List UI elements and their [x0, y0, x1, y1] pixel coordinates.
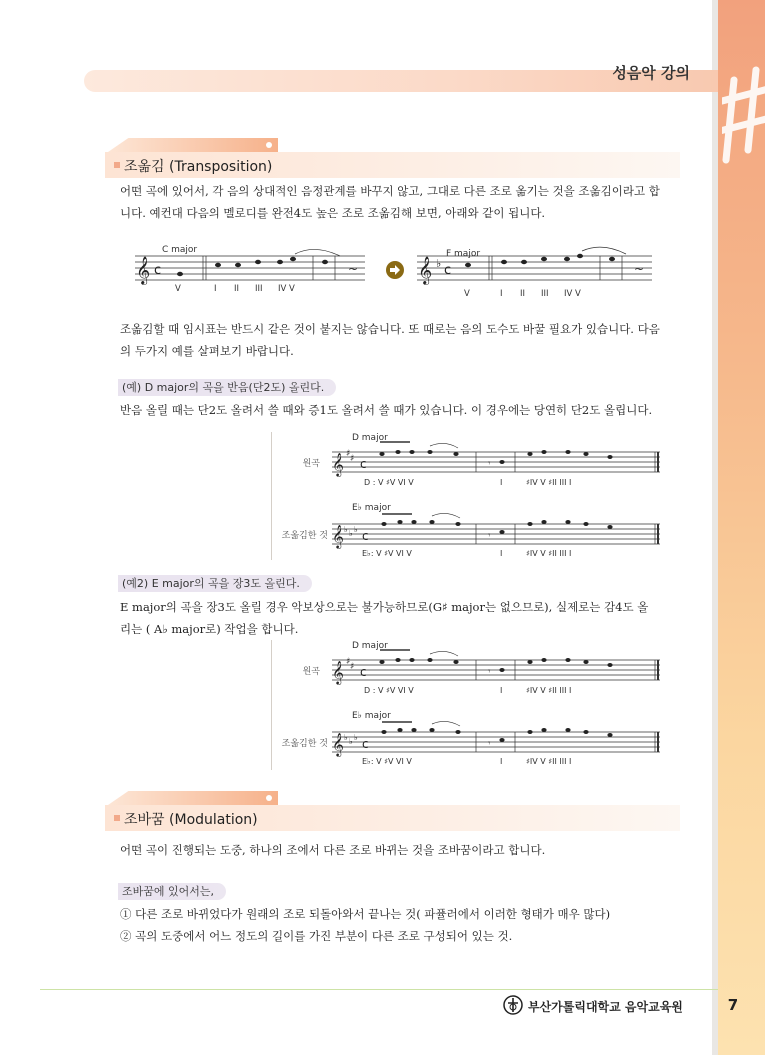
list-item: ② 곡의 도중에서 어느 정도의 길이를 가진 부분이 다른 조로 구성되어 있는 것. [120, 929, 513, 943]
svg-text:𝄾: 𝄾 [488, 667, 491, 677]
svg-text:𝄾: 𝄾 [488, 459, 491, 469]
svg-text:♯: ♯ [346, 657, 351, 667]
key-label-eflat-major: E♭ major [352, 711, 391, 721]
page-header-title: 성음악 강의 [612, 64, 690, 82]
intro-paragraph [120, 180, 680, 224]
section-title-transposition: 조옮김 (Transposition) [124, 159, 273, 175]
svg-text:c: c [360, 665, 367, 679]
degree-row: I [500, 757, 503, 766]
degree-label: V [464, 289, 470, 299]
section-tab-decoration [108, 791, 278, 805]
degree-label: I [500, 289, 503, 299]
degree-row: I [500, 686, 503, 695]
example-1-label: (예) D major의 곡을 반음(단2도) 올린다. [118, 379, 336, 396]
accidental-line-1: 조옮김할 때 임시표는 반드시 같은 것이 붙지는 않습니다. 또 때로는 음의 도수도 바꿀 필요가 있습니다. 다음 [120, 322, 660, 336]
svg-text:♭: ♭ [349, 737, 353, 746]
svg-text:𝄞: 𝄞 [332, 524, 344, 548]
university-logo-icon [503, 995, 523, 1015]
score-example1-original [280, 430, 680, 494]
example-2-line-1: E major의 곡을 장3도 올릴 경우 악보상으로는 불가능하므로(G♯ major는 없으므로), 실제로는 감4도 올 [120, 600, 649, 614]
degree-label: IV V [278, 284, 295, 294]
degree-row: ♯IV V ♯II III I [526, 478, 572, 487]
section-bullet [114, 162, 120, 168]
svg-text:𝄞: 𝄞 [332, 452, 344, 476]
example-2-line-2: 리는 ( A♭ major로) 작업을 합니다. [120, 622, 299, 636]
degree-row: I [500, 478, 503, 487]
svg-text:♭: ♭ [349, 529, 353, 538]
svg-text:𝄾: 𝄾 [488, 739, 491, 749]
section-tab-decoration [108, 138, 278, 152]
degree-label: II [520, 289, 526, 299]
degree-row: E♭: V ♯V VI V [362, 757, 412, 766]
section-bullet [114, 815, 120, 821]
score-key-label-f: F major [446, 249, 481, 259]
svg-text:c: c [362, 737, 369, 751]
svg-text:𝄾: 𝄾 [488, 531, 491, 541]
row-label-original: 원곡 [302, 459, 320, 469]
svg-text:𝄞: 𝄞 [332, 660, 344, 684]
score-f-major [412, 240, 667, 300]
accidental-line-2: 의 두가지 예를 살펴보기 바랍니다. [120, 344, 294, 358]
degree-row: D : V ♯V VI V [364, 686, 414, 695]
svg-text:𝄞: 𝄞 [332, 732, 344, 756]
svg-text:~: ~ [634, 262, 645, 276]
svg-text:♭: ♭ [354, 525, 358, 534]
degree-label: II [234, 284, 240, 294]
svg-text:c: c [360, 457, 367, 471]
svg-text:♭: ♭ [354, 733, 358, 742]
key-label-d-major: D major [352, 433, 388, 443]
score-key-label-c: C major [162, 245, 198, 255]
score-example2-transposed [280, 706, 680, 770]
degree-label: V [175, 284, 181, 294]
svg-text:~: ~ [348, 262, 359, 276]
degree-row: ♯IV V ♯II III I [526, 757, 572, 766]
footer-institution: 부산가톨릭대학교 음악교육원 [528, 1000, 683, 1014]
modulation-sub-label: 조바꿈에 있어서는, [118, 883, 226, 900]
example-1-text: 반음 올릴 때는 단2도 올려서 쓸 때와 증1도 올려서 쓸 때가 있습니다. 이 경우에는 당연히 단2도 올립니다. [120, 403, 653, 417]
intro-line-2: 니다. 예컨대 다음의 멜로디를 완전4도 높은 조로 조옮김해 보면, 아래와 같이 됩니다. [120, 206, 546, 220]
svg-text:c: c [362, 529, 369, 543]
modulation-paragraph: 어떤 곡이 진행되는 도중, 하나의 조에서 다른 조로 바뀌는 것을 조바꿈이라고 합니다. [120, 843, 546, 857]
example-2-label: (예2) E major의 곡을 장3도 올린다. [118, 575, 312, 592]
degree-row: ♯IV V ♯II III I [526, 549, 572, 558]
score-example1-transposed [280, 498, 680, 562]
degree-label: I [214, 284, 217, 294]
svg-text:♭: ♭ [344, 733, 348, 742]
degree-label: IV V [564, 289, 581, 299]
arrow-right-icon [386, 261, 404, 279]
accidental-paragraph [120, 318, 680, 362]
page-number: 7 [727, 996, 739, 1014]
score-c-major [130, 240, 380, 300]
svg-text:♯: ♯ [350, 662, 355, 672]
degree-label: III [541, 289, 549, 299]
svg-text:♯: ♯ [346, 449, 351, 459]
degree-row: E♭: V ♯V VI V [362, 549, 412, 558]
svg-text:c: c [444, 263, 452, 278]
svg-text:c: c [154, 263, 162, 278]
sharp-icon [722, 50, 765, 170]
degree-row: I [500, 549, 503, 558]
section-title-modulation: 조바꿈 (Modulation) [124, 812, 258, 828]
row-label-original: 원곡 [302, 667, 320, 677]
svg-text:♭: ♭ [436, 257, 442, 270]
row-label-transposed: 조옮김한 것 [281, 531, 328, 541]
list-item: ① 다른 조로 바뀌었다가 원래의 조로 되돌아와서 끝나는 것( 파퓰러에서 이러한 형태가 매우 많다) [120, 907, 611, 921]
svg-text:𝄞: 𝄞 [418, 256, 433, 284]
intro-line-1: 어떤 곡에 있어서, 각 음의 상대적인 음정관계를 바꾸지 않고, 그대로 다른 조로 옮기는 것을 조옮김이라고 합 [120, 184, 660, 198]
key-label-d-major: D major [352, 641, 388, 651]
degree-row: ♯IV V ♯II III I [526, 686, 572, 695]
modulation-list [120, 903, 680, 947]
score-example2-original [280, 638, 680, 702]
svg-text:♯: ♯ [350, 454, 355, 464]
footer-divider [40, 989, 718, 990]
degree-label: III [255, 284, 263, 294]
example-2-text [120, 596, 680, 640]
score-divider [271, 432, 272, 560]
degree-row: D : V ♯V VI V [364, 478, 414, 487]
key-label-eflat-major: E♭ major [352, 503, 391, 513]
score-divider [271, 640, 272, 770]
svg-text:♭: ♭ [344, 525, 348, 534]
row-label-transposed: 조옮김한 것 [281, 739, 328, 749]
svg-text:𝄞: 𝄞 [136, 256, 151, 284]
